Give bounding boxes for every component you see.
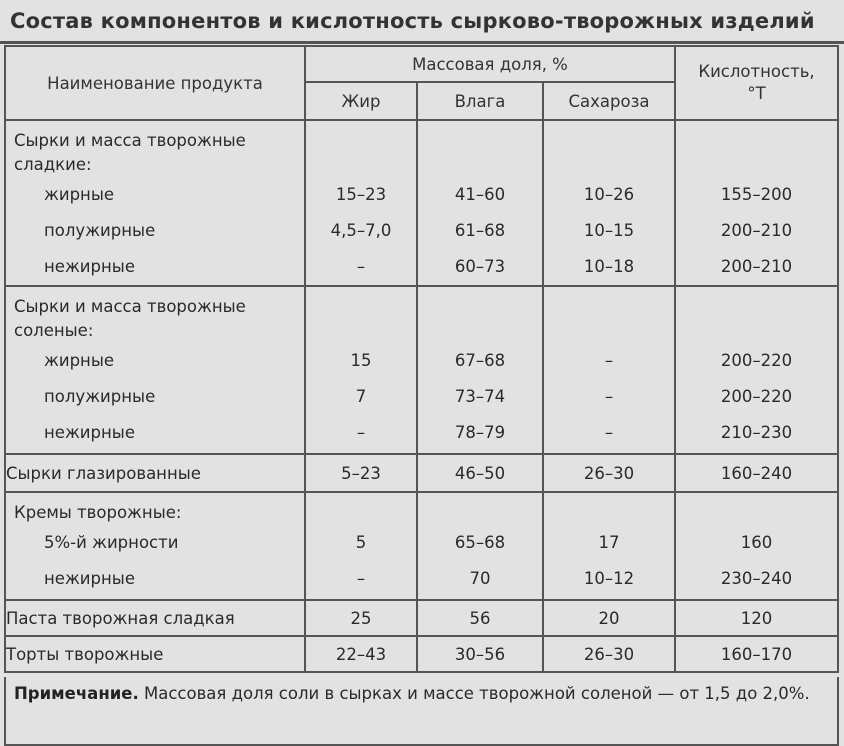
value-moisture: 65–68	[454, 533, 506, 552]
product-name: нежирные	[44, 257, 135, 276]
value-moisture: 46–50	[417, 454, 543, 492]
value-column-fat	[305, 120, 417, 286]
value-acidity: 200–210	[720, 221, 793, 240]
value-column-moisture	[417, 492, 543, 600]
value-column-sucrose	[543, 286, 675, 454]
value-sucrose: 17	[598, 533, 620, 552]
product-name: Торты творожные	[5, 636, 305, 672]
header-moisture: Влага	[417, 82, 543, 120]
value-column-acidity	[675, 492, 838, 600]
value-moisture: 70	[469, 569, 491, 588]
value-fat: 15	[350, 351, 372, 370]
value-sucrose: 10–15	[583, 221, 635, 240]
group-title: Кремы творожные:	[14, 503, 182, 522]
value-sucrose: 20	[543, 600, 675, 636]
note-text: Массовая доля соли в сырках и массе творожной соленой — от 1,5 до 2,0%.	[138, 684, 810, 703]
group-title: соленые:	[14, 321, 94, 340]
header-sucrose: Сахароза	[543, 82, 675, 120]
value-acidity: 155–200	[720, 185, 793, 204]
value-fat: 7	[355, 387, 367, 406]
value-fat: –	[356, 257, 366, 276]
value-column-fat	[305, 492, 417, 600]
header-fat: Жир	[305, 82, 417, 120]
group-title: сладкие:	[14, 155, 92, 174]
group-title: Сырки и масса творожные	[14, 131, 246, 150]
value-acidity: 160–170	[675, 636, 838, 672]
value-sucrose: 10–26	[583, 185, 635, 204]
value-sucrose: 10–12	[583, 569, 635, 588]
table-row	[5, 454, 838, 492]
value-fat: 4,5–7,0	[330, 221, 392, 240]
value-acidity: 200–210	[720, 257, 793, 276]
value-moisture: 60–73	[454, 257, 506, 276]
value-fat: 15–23	[335, 185, 387, 204]
product-name: Паста творожная сладкая	[5, 600, 305, 636]
value-column-sucrose	[543, 120, 675, 286]
value-sucrose: –	[604, 351, 614, 370]
value-column-moisture	[417, 286, 543, 454]
value-acidity: 230–240	[720, 569, 793, 588]
value-moisture: 56	[417, 600, 543, 636]
value-column-sucrose	[543, 492, 675, 600]
product-name: нежирные	[44, 569, 135, 588]
value-sucrose: –	[604, 423, 614, 442]
product-name: Сырки глазированные	[5, 454, 305, 492]
value-fat: 5–23	[305, 454, 417, 492]
value-acidity: 160	[740, 533, 773, 552]
table-note	[4, 677, 839, 746]
value-fat: 25	[305, 600, 417, 636]
value-fat: –	[356, 569, 366, 588]
header-product: Наименование продукта	[5, 46, 305, 120]
product-name: нежирные	[44, 423, 135, 442]
value-sucrose: 10–18	[583, 257, 635, 276]
product-name: 5%-й жирности	[44, 533, 179, 552]
header-mass-share: Массовая доля, %	[305, 46, 675, 82]
value-acidity: 160–240	[675, 454, 838, 492]
value-sucrose: –	[604, 387, 614, 406]
group-title: Сырки и масса творожные	[14, 297, 246, 316]
value-fat: –	[356, 423, 366, 442]
value-moisture: 61–68	[454, 221, 506, 240]
value-acidity: 200–220	[720, 387, 793, 406]
value-column-fat	[305, 286, 417, 454]
value-acidity: 210–230	[720, 423, 793, 442]
group-name-cell	[5, 286, 305, 454]
table-row	[5, 636, 838, 672]
value-fat: 5	[355, 533, 367, 552]
table-title: Состав компонентов и кислотность сырково-творожных изделий	[10, 9, 815, 33]
composition-table	[4, 45, 839, 673]
table-row	[5, 600, 838, 636]
value-acidity: 120	[675, 600, 838, 636]
value-acidity: 200–220	[720, 351, 793, 370]
product-name: полужирные	[44, 387, 156, 406]
table-row	[5, 492, 838, 600]
value-column-acidity	[675, 286, 838, 454]
product-name: жирные	[44, 351, 115, 370]
value-column-acidity	[675, 120, 838, 286]
title-divider	[0, 41, 844, 44]
value-moisture: 41–60	[454, 185, 506, 204]
value-column-moisture	[417, 120, 543, 286]
value-sucrose: 26–30	[543, 636, 675, 672]
product-name: полужирные	[44, 221, 156, 240]
note-label: Примечание.	[14, 684, 139, 703]
group-name-cell	[5, 492, 305, 600]
group-name-cell	[5, 120, 305, 286]
header-acidity: Кислотность, °Т	[675, 46, 838, 120]
value-moisture: 30–56	[417, 636, 543, 672]
value-sucrose: 26–30	[543, 454, 675, 492]
value-moisture: 78–79	[454, 423, 506, 442]
table-row	[5, 120, 838, 286]
product-name: жирные	[44, 185, 115, 204]
value-moisture: 73–74	[454, 387, 506, 406]
value-moisture: 67–68	[454, 351, 506, 370]
table-row	[5, 286, 838, 454]
table-body	[5, 120, 838, 672]
value-fat: 22–43	[305, 636, 417, 672]
